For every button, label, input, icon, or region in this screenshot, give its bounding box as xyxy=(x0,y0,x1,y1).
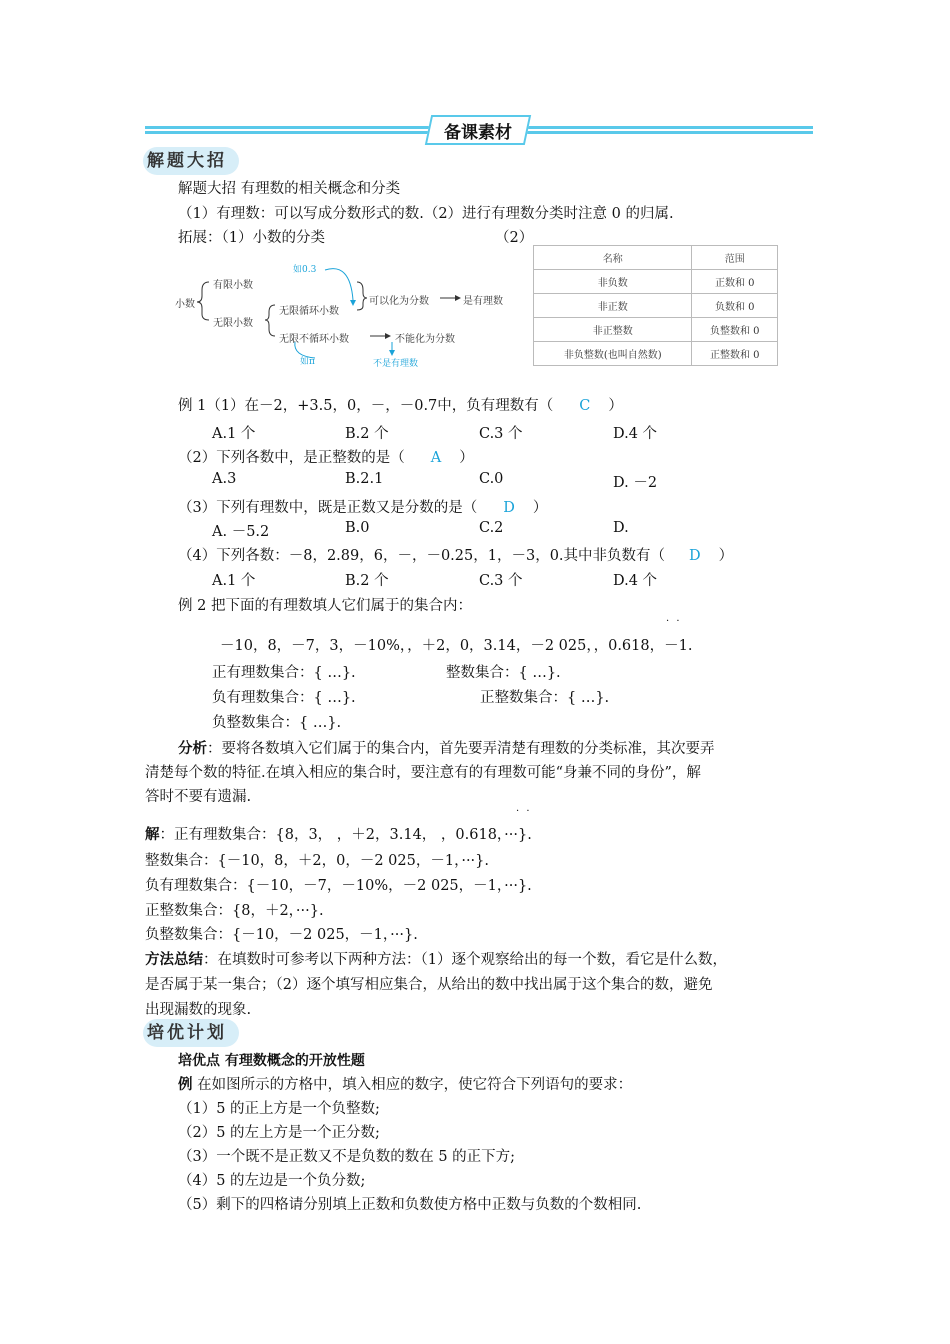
ex1-q1-opt-c: C.3 个 xyxy=(479,426,523,442)
training-item-1: （1）5 的正上方是一个负整数; xyxy=(178,1101,380,1117)
training-example-text: 在如图所示的方格中，填入相应的数字，使它符合下列语句的要求： xyxy=(192,1077,633,1093)
diagram-cannot: 不能化为分数 xyxy=(395,334,455,345)
table-row xyxy=(534,294,778,318)
diagram-repeating: 无限循环小数 xyxy=(279,306,339,317)
training-item-2: （2）5 的左上方是一个正分数; xyxy=(178,1125,380,1141)
solution-line1 xyxy=(145,823,532,844)
table-header-range: 范围 xyxy=(692,246,778,270)
training-item-5: （5）剩下的四格请分别填上正数和负数使方格中正数与负数的个数相同. xyxy=(178,1197,642,1213)
table-cell: 非负整数(也叫自然数) xyxy=(534,342,692,366)
ex2-set-positive-integer: 正整数集合：{ …}. xyxy=(480,690,610,706)
solution-label: 解 xyxy=(145,827,160,843)
table-cell: 非负数 xyxy=(534,270,692,294)
ex1-q4-opt-c: C.3 个 xyxy=(479,573,523,589)
method-line3: 出现漏数的现象. xyxy=(145,1002,252,1018)
ex1-q4-text: （4）下列各数：－8，2.89，6，－，－0.25，1，－3，0.其中非负数有（ xyxy=(178,548,666,564)
training-example xyxy=(178,1073,632,1094)
ex1-q2-answer: A xyxy=(430,450,442,466)
ex1-q1 xyxy=(178,394,623,415)
ex1-q3-opt-a: A. －5.2 xyxy=(212,524,270,540)
diagram-finite: 有限小数 xyxy=(213,280,253,291)
ex2-numbers: －10，8，－7，3，－10%，，＋2，0，3.14，－2 025，，0.618，－1. xyxy=(220,638,693,654)
method-text1: ：在填数时可参考以下两种方法：（1）逐个观察给出的每一个数，看它是什么数， xyxy=(203,952,727,968)
analysis-line2: 清楚每个数的特征.在填入相应的集合时，要注意有的有理数可能“身兼不同的身份”，解 xyxy=(145,765,701,781)
diagram-can: 可以化为分数 xyxy=(369,296,429,307)
ex1-q3-answer: D xyxy=(503,500,515,516)
solution-line3: 负有理数集合：{－10，－7，－10%，－2 025，－1，···}. xyxy=(145,878,532,894)
intro-ext-label: 拓展：（1）小数的分类 xyxy=(178,230,325,246)
ex2-title: 例 2 把下面的有理数填人它们属于的集合内： xyxy=(178,598,472,614)
analysis-text1: ：要将各数填入它们属于的集合内，首先要弄清楚有理数的分类标准，其次要弄 xyxy=(207,741,715,757)
training-example-label: 例 xyxy=(178,1077,193,1093)
solution-line5: 负整数集合：{－10，－2 025，－1，···}. xyxy=(145,927,418,943)
ex1-q1-text: 例 1（1）在－2，+3.5，0，－，－0.7中，负有理数有（ xyxy=(178,398,554,414)
diagram-infinite: 无限小数 xyxy=(213,318,253,329)
diagram-nonrepeating: 无限不循环小数 xyxy=(279,334,349,345)
intro-line1: （1）有理数：可以写成分数形式的数.（2）进行有理数分类时注意 0 的归属. xyxy=(178,206,674,222)
ex1-q1-opt-b: B.2 个 xyxy=(345,426,389,442)
intro-ext2: （2） xyxy=(495,230,534,246)
table-row xyxy=(534,318,778,342)
ex1-close: ） xyxy=(459,450,474,466)
repeating-dots: · · xyxy=(666,616,682,627)
ex1-q2-text: （2）下列各数中，是正整数的是（ xyxy=(178,450,405,466)
training-title: 培优点 有理数概念的开放性题 xyxy=(178,1053,365,1069)
diagram-root: 小数 xyxy=(175,299,195,310)
solution-line4: 正整数集合：{8，＋2，···}. xyxy=(145,903,324,919)
ex1-q2 xyxy=(178,446,474,467)
number-range-table xyxy=(533,245,778,366)
method-label: 方法总结 xyxy=(145,952,203,968)
decimal-diagram xyxy=(175,260,520,375)
table-row xyxy=(534,270,778,294)
diagram-rational: 是有理数 xyxy=(463,296,503,307)
ex1-q4-opt-b: B.2 个 xyxy=(345,573,389,589)
ex1-q4-answer: D xyxy=(689,548,701,564)
intro-title: 解题大招 有理数的相关概念和分类 xyxy=(178,181,401,197)
training-item-4: （4）5 的左边是一个负分数; xyxy=(178,1173,366,1189)
solution-text1: ：正有理数集合：{8，3， ，＋2，3.14， ，0.618，···}. xyxy=(159,827,532,843)
ex1-q2-opt-b: B.2.1 xyxy=(345,471,384,487)
ex1-close: ） xyxy=(718,548,734,564)
section-tag-tips: 解题大招 xyxy=(143,147,239,175)
ex1-q2-opt-a: A.3 xyxy=(212,471,237,487)
ex1-q3-text: （3）下列有理数中，既是正数又是分数的是（ xyxy=(178,500,478,516)
ex1-q3-opt-d: D. xyxy=(613,520,629,536)
ex2-set-negative-integer: 负整数集合：{ …}. xyxy=(212,715,342,731)
analysis-line1 xyxy=(178,737,715,758)
solution-line2: 整数集合：{－10，8，＋2，0，－2 025，－1，···}. xyxy=(145,853,489,869)
diagram-example-pi: 如π xyxy=(300,357,315,367)
header-title: 备课素材 xyxy=(444,123,512,143)
ex2-set-integer: 整数集合：{ …}. xyxy=(446,665,561,681)
analysis-label: 分析 xyxy=(178,741,207,757)
table-header-name: 名称 xyxy=(534,246,692,270)
ex2-set-positive-rational: 正有理数集合：{ …}. xyxy=(212,665,356,681)
training-item-3: （3）一个既不是正数又不是负数的数在 5 的正下方; xyxy=(178,1149,516,1165)
table-cell: 负数和 0 xyxy=(692,294,778,318)
analysis-line3: 答时不要有遗漏. xyxy=(145,789,252,805)
table-cell: 非正数 xyxy=(534,294,692,318)
ex1-close: ） xyxy=(608,398,623,414)
ex1-q1-opt-d: D.4 个 xyxy=(613,426,658,442)
method-line2: 是否属于某一集合；（2）逐个填写相应集合，从给出的数中找出属于这个集合的数，避免 xyxy=(145,977,713,993)
section-tag-training: 培优计划 xyxy=(143,1019,239,1047)
ex1-q3-opt-b: B.0 xyxy=(345,520,370,536)
diagram-not-rational: 不是有理数 xyxy=(373,359,419,369)
ex1-q4 xyxy=(178,544,733,565)
table-cell: 负整数和 0 xyxy=(692,318,778,342)
ex1-q2-opt-d: D. －2 xyxy=(613,475,658,491)
ex1-q4-opt-a: A.1 个 xyxy=(212,573,256,589)
ex2-set-negative-rational: 负有理数集合：{ …}. xyxy=(212,690,356,706)
table-cell: 非正整数 xyxy=(534,318,692,342)
ex1-q3-opt-c: C.2 xyxy=(479,520,504,536)
diagram-example-repeating: 如0.3 xyxy=(293,265,317,275)
ex1-q1-opt-a: A.1 个 xyxy=(212,426,256,442)
table-cell: 正整数和 0 xyxy=(692,342,778,366)
ex1-q2-opt-c: C.0 xyxy=(479,471,504,487)
ex1-q1-answer: C xyxy=(579,398,591,414)
table-cell: 正数和 0 xyxy=(692,270,778,294)
table-header-row xyxy=(534,246,778,270)
ex1-q4-opt-d: D.4 个 xyxy=(613,573,658,589)
ex1-q3 xyxy=(178,496,547,517)
method-line1 xyxy=(145,948,727,969)
repeating-dots: · · xyxy=(516,806,532,817)
table-row xyxy=(534,342,778,366)
ex1-close: ） xyxy=(532,500,548,516)
